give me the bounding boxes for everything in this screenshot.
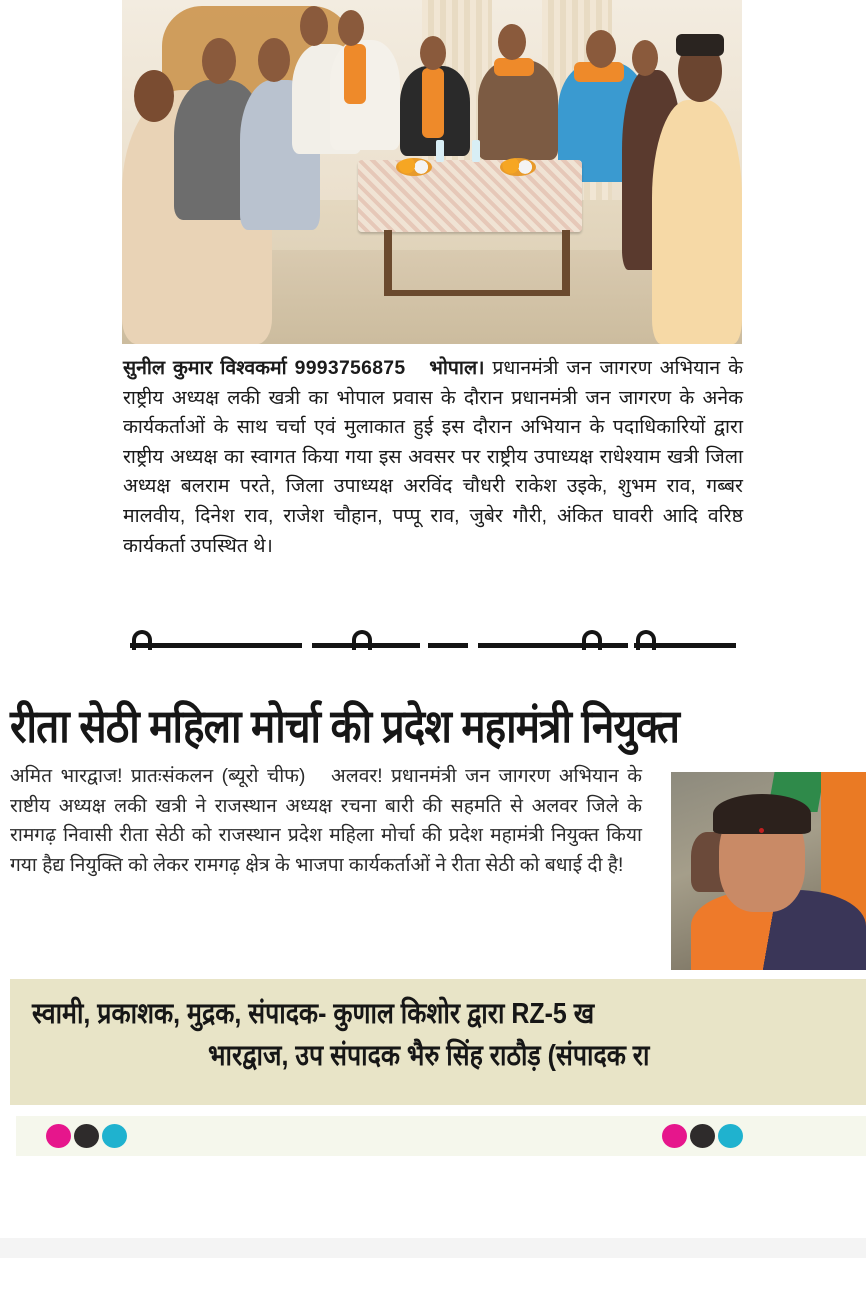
article-1-body: प्रधानमंत्री जन जागरण अभियान के राष्ट्रीय अध्यक्ष लकी खत्री का भोपाल प्रवास के दौरान प्रधानमंत्री जन जागरण के अनेक कार्यकर्ताओं के साथ चर्चा एवं मुलाकात हुई इस दौरान अभियान के पदाधिकारियों द्वारा राष्ट्रीय अध्यक्ष का स्वागत किया गया इस अवसर पर राष्ट्रीय उपाध्यक्ष राधेश्याम खत्री जिला अध्यक्ष बलराम परते, जिला उपाध्यक्ष अरविंद चौधरी राकेश उइके, शुभम राव, गब्बर मालवीय, दिनेश राव, राजेश चौहान, पप्पू राव, जुबेर गौरी, अंकित घावरी आदि वरिष्ठ कार्यकर्ता उपस्थित थे। bbox=[123, 357, 743, 557]
photo-head bbox=[632, 40, 658, 76]
registration-marks-right bbox=[662, 1124, 743, 1148]
photo-head bbox=[338, 10, 364, 46]
article-1-byline: सुनील कुमार विश्वकर्मा 9993756875 भोपाल। bbox=[123, 357, 485, 379]
article-2-headline: रीता सेठी महिला मोर्चा की प्रदेश महामंत्री नियुक्त bbox=[10, 700, 680, 752]
cyan-dot-icon bbox=[102, 1124, 127, 1148]
headline-fragment-bar bbox=[130, 643, 302, 648]
imprint-line-1: स्वामी, प्रकाशक, मुद्रक, संपादक- कुणाल किशोर द्वारा RZ-5 ख bbox=[32, 998, 595, 1030]
photo-head bbox=[202, 38, 236, 84]
photo-head bbox=[134, 70, 174, 122]
magenta-dot-icon bbox=[46, 1124, 71, 1148]
headline-fragment-bar bbox=[478, 643, 628, 648]
photo-table bbox=[358, 160, 582, 232]
article-1-text bbox=[123, 354, 743, 561]
headline-fragment-glyph bbox=[582, 630, 602, 650]
photo-head bbox=[300, 6, 328, 46]
photo-head bbox=[258, 38, 290, 82]
photo-head bbox=[498, 24, 526, 60]
article-2-body: प्रधानमंत्री जन जागरण अभियान के राष्टीय अध्यक्ष लकी खत्री ने राजस्थान अध्यक्ष रचना बारी की सहमति से अलवर जिले के रामगढ़ निवासी रीता सेठी को राजस्थान प्रदेश महिला मोर्चा की प्रदेश महामंत्री नियुक्त किया गया हैद्य नियुक्ति को लेकर रामगढ़ क्षेत्र के भाजपा कार्यकर्ताओं ने रीता सेठी को बधाई दी है! bbox=[10, 766, 642, 877]
photo-flowers bbox=[396, 158, 432, 176]
article-2-dateline: अलवर! bbox=[331, 766, 383, 787]
photo-bottle bbox=[472, 140, 480, 162]
cropped-headline-fragment bbox=[130, 628, 736, 650]
article-2-byline: अमित भारद्वाज! प्रातःसंकलन (ब्यूरो चीफ) bbox=[10, 766, 306, 787]
photo-scarf bbox=[422, 68, 444, 138]
photo-cap bbox=[676, 34, 724, 56]
headline-fragment-glyph bbox=[352, 630, 372, 650]
photo-bottle bbox=[436, 140, 444, 162]
photo-head bbox=[586, 30, 616, 68]
headline-fragment-glyph bbox=[132, 630, 152, 650]
black-dot-icon bbox=[74, 1124, 99, 1148]
registration-marks-left bbox=[46, 1124, 127, 1148]
cyan-dot-icon bbox=[718, 1124, 743, 1148]
registration-strip bbox=[16, 1116, 866, 1156]
photo-person bbox=[652, 100, 742, 344]
photo-flowers bbox=[500, 158, 536, 176]
headline-fragment-glyph bbox=[636, 630, 656, 650]
group-photo bbox=[122, 0, 742, 344]
imprint-strip bbox=[10, 979, 866, 1105]
bottom-band bbox=[0, 1238, 866, 1258]
photo-scarf bbox=[494, 58, 534, 76]
headline-fragment-bar bbox=[428, 643, 468, 648]
article-2-text bbox=[10, 762, 642, 881]
photo-head bbox=[420, 36, 446, 70]
photo-scarf bbox=[344, 44, 366, 104]
portrait-photo bbox=[671, 772, 866, 970]
black-dot-icon bbox=[690, 1124, 715, 1148]
magenta-dot-icon bbox=[662, 1124, 687, 1148]
portrait-bindi bbox=[759, 828, 764, 833]
photo-table-legs bbox=[384, 230, 570, 296]
imprint-line-2: भारद्वाज, उप संपादक भैरु सिंह राठौड़ (संपादक रा bbox=[208, 1040, 650, 1072]
